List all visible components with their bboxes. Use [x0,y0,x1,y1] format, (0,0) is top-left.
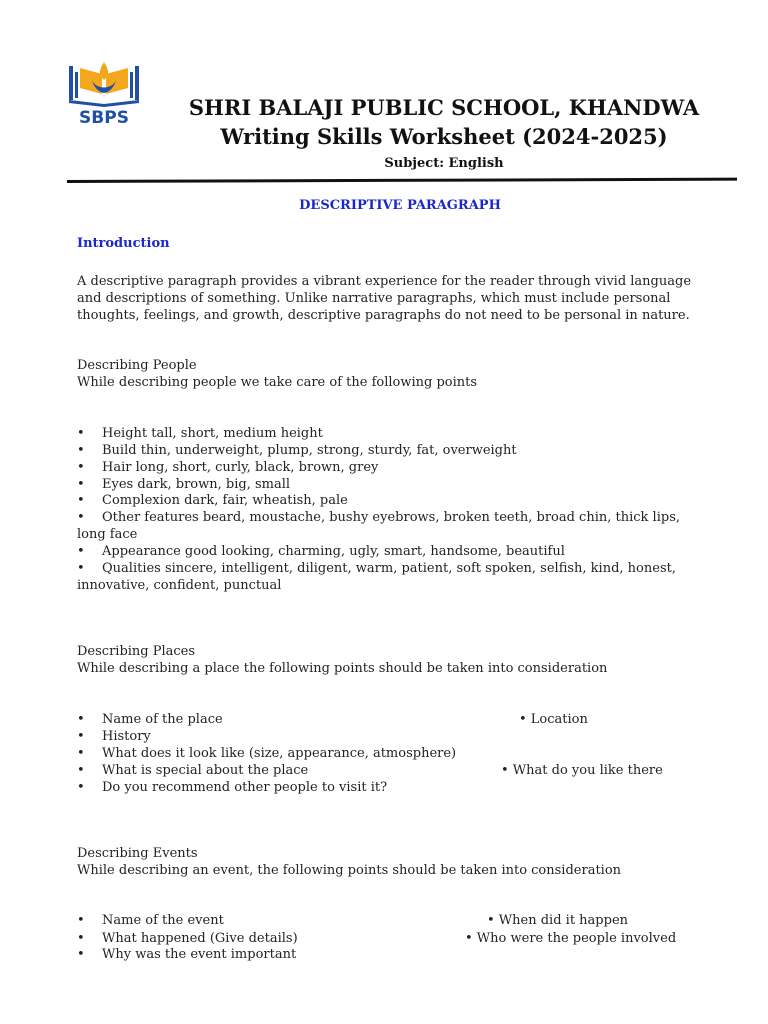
bullet: • [77,561,85,576]
people-heading: Describing People [77,358,197,373]
header-divider [67,178,737,183]
list-item [77,443,517,460]
school-name: SHRI BALAJI PUBLIC SCHOOL, KHANDWA [188,95,700,120]
list-item-right: • When did it happen [487,913,629,928]
page-title: DESCRIPTIVE PARAGRAPH [299,198,501,213]
bullet: • [77,544,85,559]
intro-heading: Introduction [77,236,170,251]
list-item-text: What does it look like (size, appearance, atmosphere) [102,746,457,761]
list-item-text: Complexion dark, fair, wheatish, pale [102,493,348,508]
list-item [77,561,676,578]
intro-line: A descriptive paragraph provides a vibrant experience for the reader through vivid language [77,274,692,289]
bullet: • [77,712,85,727]
list-item-text: What is special about the place [102,763,309,778]
list-item [77,544,565,561]
subject-label: Subject: English [384,156,504,171]
bullet: • [77,460,85,475]
bullet: • [77,780,85,795]
list-item-text: Build thin, underweight, plump, strong, sturdy, fat, overweight [102,443,517,458]
bullet: • [77,443,85,458]
places-intro: While describing a place the following points should be taken into consideration [77,661,608,676]
list-item-text: Height tall, short, medium height [102,426,323,441]
list-item-text: Why was the event important [102,947,297,962]
list-item-text: Eyes dark, brown, big, small [102,477,291,492]
intro-line: and descriptions of something. Unlike narrative paragraphs, which must include personal [77,291,671,306]
list-item-continuation: innovative, confident, punctual [77,578,282,593]
bullet: • [77,763,85,778]
list-item-text: Qualities sincere, intelligent, diligent, warm, patient, soft spoken, selfish, kind, honest, [102,561,676,576]
list-item-text: Hair long, short, curly, black, brown, grey [102,460,379,475]
list-item [77,729,151,746]
list-item-continuation: long face [77,527,138,542]
bullet: • [77,947,85,962]
list-item-right: • Who were the people involved [465,931,677,946]
list-item-text: History [102,729,151,744]
school-logo [66,60,142,126]
events-heading: Describing Events [77,846,198,861]
list-item [77,931,298,948]
intro-line: thoughts, feelings, and growth, descriptive paragraphs do not need to be personal in nature. [77,308,690,323]
bullet: • [77,931,85,946]
list-item [77,780,387,797]
bullet: • [77,913,85,928]
list-item [77,746,456,763]
list-item-text: Name of the place [102,712,223,727]
list-item-text: What happened (Give details) [102,931,298,946]
list-item-text: Other features beard, moustache, bushy eyebrows, broken teeth, broad chin, thick lips, [102,510,680,525]
bullet: • [77,729,85,744]
bullet: • [77,510,85,525]
list-item [77,712,223,729]
worksheet-title: Writing Skills Worksheet (2024-2025) [220,124,668,149]
list-item [77,493,348,510]
bullet: • [77,493,85,508]
list-item [77,913,224,930]
places-heading: Describing Places [77,644,196,659]
logo-text: SBPS [79,108,129,126]
list-item-right: • What do you like there [501,763,663,778]
list-item [77,426,323,443]
list-item [77,763,308,780]
list-item-text: Do you recommend other people to visit it? [102,780,388,795]
list-item [77,947,296,964]
list-item [77,510,680,527]
bullet: • [77,746,85,761]
bullet: • [77,426,85,441]
people-intro: While describing people we take care of the following points [77,375,478,390]
events-intro: While describing an event, the following points should be taken into consideration [77,863,622,878]
list-item [77,477,290,494]
bullet: • [77,477,85,492]
list-item-text: Name of the event [102,913,224,928]
list-item-right: • Location [519,712,588,727]
list-item [77,460,378,477]
list-item-text: Appearance good looking, charming, ugly, smart, handsome, beautiful [102,544,565,559]
